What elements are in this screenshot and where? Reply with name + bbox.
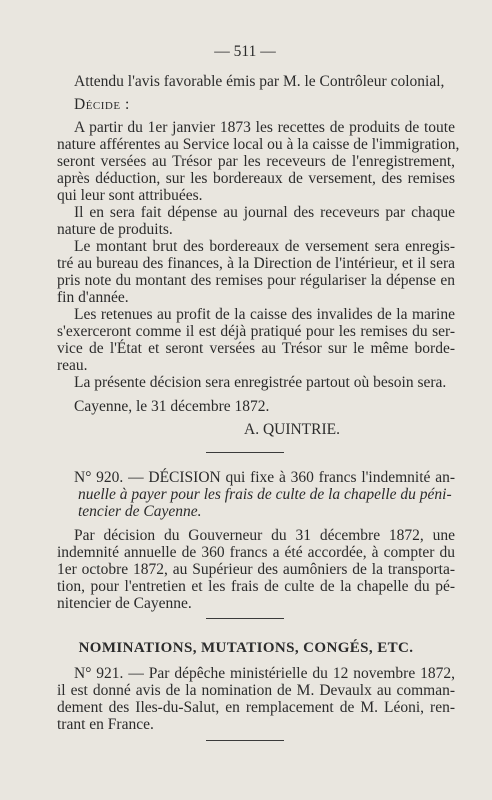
paragraph-line: Le montant brut des bordereaux de versement sera enregis-: [74, 238, 455, 255]
divider: [206, 452, 284, 453]
paragraph-line: après déduction, sur les bordereaux de versement, des remises: [57, 170, 455, 187]
paragraph-line: pris note du montant des remises pour régulariser la dépense en: [57, 272, 455, 289]
paragraph-line: Il en sera fait dépense au journal des receveurs par chaque: [74, 204, 455, 221]
paragraph-line: Les retenues au profit de la caisse des invalides de la marine: [74, 306, 455, 323]
paragraph-line: dement des Iles-du-Salut, en remplacement de M. Léoni, ren-: [57, 699, 455, 716]
divider: [206, 618, 284, 619]
section-heading: NOMINATIONS, MUTATIONS, CONGÉS, ETC.: [78, 640, 414, 656]
paragraph-line: seront versées au Trésor par les receveurs de l'enregistrement,: [57, 153, 455, 170]
decision-title: N° 920. — DÉCISION qui fixe à 360 francs l'indemnité an-: [74, 469, 455, 486]
paragraph-line: La présente décision sera enregistrée partout où besoin sera.: [74, 374, 447, 391]
paragraph-line: nitencier de Cayenne.: [57, 595, 192, 612]
place-date: Cayenne, le 31 décembre 1872.: [74, 398, 270, 415]
paragraph-line: A partir du 1er janvier 1873 les recettes de produits de toute: [74, 119, 455, 136]
paragraph-line: tré au bureau des finances, à la Direction de l'intérieur, et il sera: [57, 255, 455, 272]
decision-title: tencier de Cayenne.: [78, 503, 202, 520]
paragraph-line: N° 921. — Par dépêche ministérielle du 12 novembre 1872,: [74, 665, 455, 682]
paragraph-line: Par décision du Gouverneur du 31 décembre 1872, une: [74, 527, 455, 544]
paragraph-line: nature de produits.: [57, 221, 173, 238]
paragraph-line: vice de l'État et seront versées au Trésor sur le même borde-: [57, 340, 455, 357]
paragraph-line: trant en France.: [57, 716, 154, 733]
paragraph-line: s'exerceront comme il est déjà pratiqué pour les remises du ser-: [57, 323, 455, 340]
paragraph-line: Attendu l'avis favorable émis par M. le Contrôleur colonial,: [74, 73, 445, 90]
paragraph-line: indemnité annuelle de 360 francs a été accordée, à compter du: [57, 544, 455, 561]
divider: [206, 740, 284, 741]
paragraph-line: nature afférentes au Service local ou à la caisse de l'immigration,: [57, 136, 460, 153]
paragraph-line: il est donné avis de la nomination de M. Devaulx au comman-: [57, 682, 455, 699]
paragraph-line: reau.: [57, 357, 88, 374]
paragraph-line: qui leur sont attribuées.: [57, 187, 203, 204]
paragraph-line: 1er octobre 1872, au Supérieur des aumôniers de la transporta-: [57, 561, 455, 578]
decide-heading: Décide :: [74, 96, 130, 113]
page-number: — 511 —: [214, 43, 276, 60]
decision-title: nuelle à payer pour les frais de culte de la chapelle du péni-: [78, 486, 452, 503]
paragraph-line: fin d'année.: [57, 289, 129, 306]
signature: A. QUINTRIE.: [244, 421, 340, 438]
paragraph-line: tion, pour l'entretien et les frais de culte de la chapelle du pé-: [57, 578, 455, 595]
